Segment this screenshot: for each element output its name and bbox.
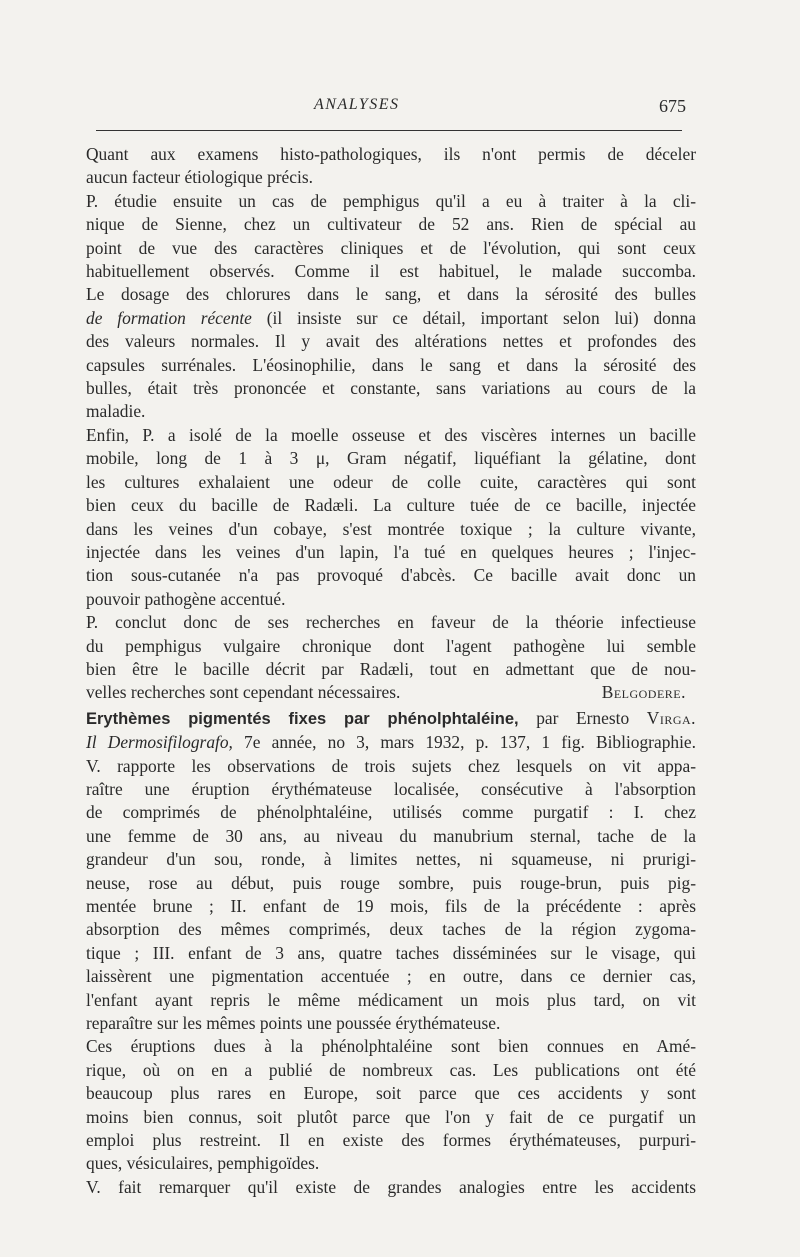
article-title-line: Erythèmes pigmentés fixes par phénolphtaléine, par Ernesto Virga. <box>86 707 697 728</box>
text-line: injectée dans les veines d'un lapin, l'a tué en quelques heures ; l'injec- <box>86 541 696 562</box>
text-line: nique de Sienne, chez un cultivateur de 52 ans. Rien de spécial au <box>86 214 696 235</box>
text-line: Le dosage des chlorures dans le sang, et dans la sérosité des bulles <box>86 284 696 305</box>
text-line: V. rapporte les observations de trois sujets chez lesquels on vit appa- <box>86 755 696 776</box>
body-text <box>86 143 696 1199</box>
text-line: habituellement observés. Comme il est habituel, le malade succomba. <box>86 261 696 282</box>
text-line: l'enfant ayant repris le même médicament un mois plus tard, on vit <box>86 989 696 1010</box>
text-line: mentée brune ; II. enfant de 19 mois, fils de la précédente : après <box>86 896 696 916</box>
journal-name: Il Dermosifilografo, <box>86 732 233 753</box>
text-line: du pemphigus vulgaire chronique dont l'agent pathogène lui semble <box>86 635 696 656</box>
text-line: des valeurs normales. Il y avait des altérations nettes et profondes des <box>86 331 696 352</box>
text-line: neuse, rose au début, puis rouge sombre, puis rouge-brun, puis pig- <box>86 872 696 893</box>
text-line: pouvoir pathogène accentué. <box>86 588 286 609</box>
article-author: Virga. <box>646 707 697 728</box>
text-line: beaucoup plus rares en Europe, soit parce que ces accidents y sont <box>86 1083 696 1104</box>
text-line: tique ; III. enfant de 3 ans, quatre taches disséminées sur le visage, qui <box>86 942 696 963</box>
text-line: V. fait remarquer qu'il existe de grandes analogies entre les accidents <box>86 1176 696 1197</box>
text-line: de formation récente (il insiste sur ce détail, important selon lui) donna <box>86 307 696 328</box>
header-rule <box>96 130 682 131</box>
text-line: aucun facteur étiologique précis. <box>86 167 313 188</box>
italic-phrase: de formation récente <box>86 307 252 328</box>
text-line: velles recherches sont cependant nécessaires. Belgodere. <box>86 681 696 704</box>
text-line: reparaître sur les mêmes points une poussée érythémateuse. <box>86 1013 501 1034</box>
text-line: capsules surrénales. L'éosinophilie, dans le sang et dans la sérosité des <box>86 354 696 375</box>
text-line: point de vue des caractères cliniques et de l'évolution, qui sont ceux <box>86 237 696 258</box>
text-line: rique, où on en a publié de nombreux cas. Les publications ont été <box>86 1059 696 1080</box>
text-line: moins bien connus, soit plutôt parce que l'on y fait de ce purgatif un <box>86 1106 696 1127</box>
text-line: maladie. <box>86 401 146 422</box>
text-line: ques, vésiculaires, pemphigoïdes. <box>86 1153 320 1174</box>
text-line: laissèrent une pigmentation accentuée ; en outre, dans ce dernier cas, <box>86 966 696 987</box>
text-line: Ces éruptions dues à la phénolphtaléine sont bien connues en Amé- <box>86 1036 696 1057</box>
text-line: emploi plus restreint. Il en existe des formes érythémateuses, purpuri- <box>86 1130 696 1151</box>
text-line: P. conclut donc de ses recherches en faveur de la théorie infectieuse <box>86 612 696 633</box>
text-line: bulles, était très prononcée et constante, sans variations au cours de la <box>86 378 696 399</box>
article-title: Erythèmes pigmentés fixes par phénolphtaléine, <box>86 709 519 728</box>
author-signature: Belgodere. <box>601 682 686 703</box>
text-line: P. étudie ensuite un cas de pemphigus qu'il a eu à traiter à la cli- <box>86 190 696 211</box>
text-line: dans les veines d'un cobaye, s'est montrée toxique ; la culture vivante, <box>86 518 696 539</box>
page-header <box>86 96 686 126</box>
text-line: mobile, long de 1 à 3 μ, Gram négatif, liquéfiant la gélatine, dont <box>86 448 696 469</box>
article-citation-line: Il Dermosifilografo, 7e année, no 3, mars 1932, p. 137, 1 fig. Bibliographie. <box>86 732 696 753</box>
text-line: Quant aux examens histo-pathologiques, ils n'ont permis de déceler <box>86 144 696 164</box>
text-line: les cultures exhalaient une odeur de colle cuite, caractères qui sont <box>86 471 696 492</box>
text-line: raître une éruption érythémateuse localisée, consécutive à l'absorption <box>86 778 696 799</box>
text-line: Enfin, P. a isolé de la moelle osseuse et des viscères internes un bacille <box>86 424 696 445</box>
page-number: 675 <box>659 96 686 116</box>
text-line: une femme de 30 ans, au niveau du manubrium sternal, tache de la <box>86 825 696 846</box>
text-line: de comprimés de phénolphtaléine, utilisés comme purgatif : I. chez <box>86 802 696 823</box>
text-line: bien ceux du bacille de Radæli. La culture tuée de ce bacille, injectée <box>86 495 696 516</box>
running-title: ANALYSES <box>314 96 400 113</box>
text-line: grandeur d'un sou, ronde, à limites nettes, ni squameuse, ni prurigi- <box>86 849 696 870</box>
text-line: bien être le bacille décrit par Radæli, tout en admettant que de nou- <box>86 658 696 679</box>
text-line: absorption des mêmes comprimés, deux taches de la région zygoma- <box>86 919 696 940</box>
text-line: tion sous-cutanée n'a pas provoqué d'abcès. Ce bacille avait donc un <box>86 565 696 586</box>
